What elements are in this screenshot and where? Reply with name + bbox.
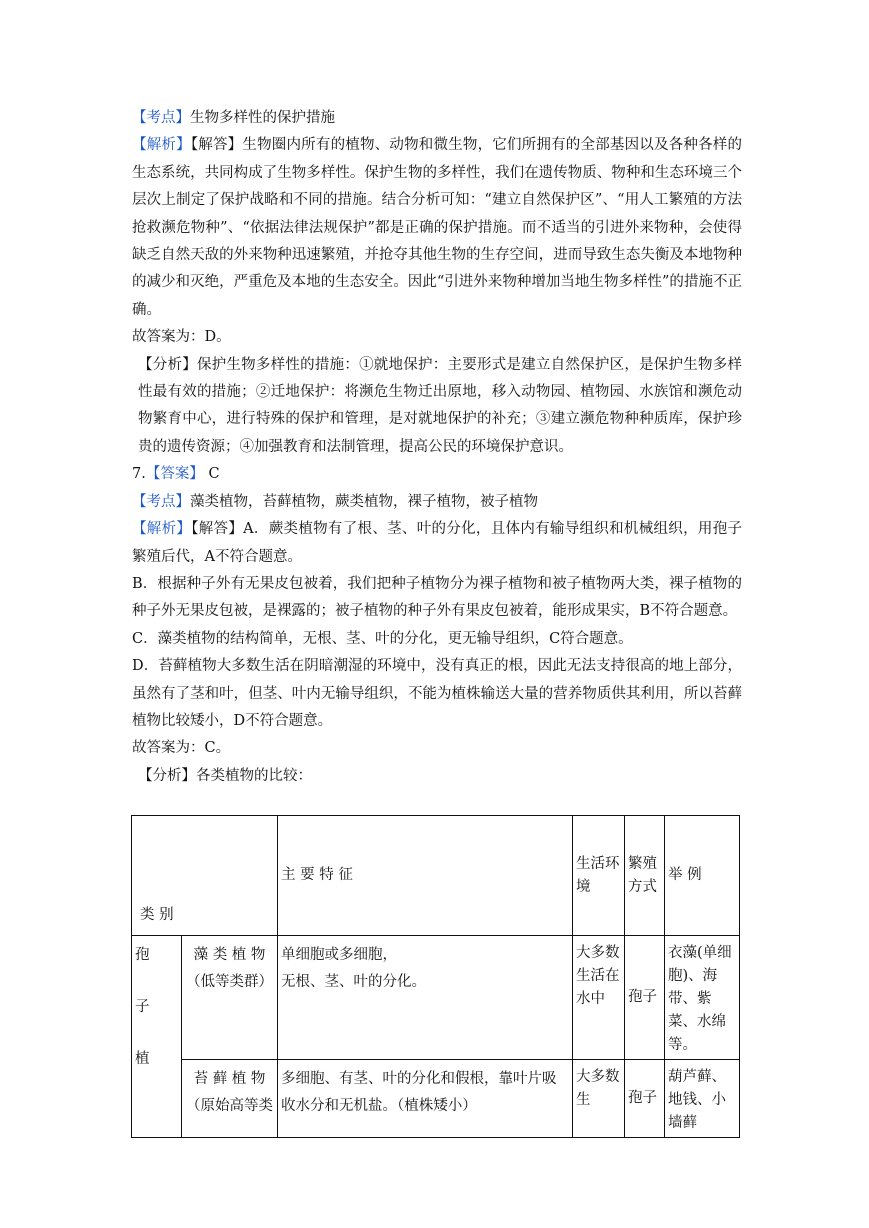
q7-option-b: B．根据种子外有无果皮包被着，我们把种子植物分为裸子植物和被子植物两大类，裸子植物的种子外无果皮包被，是裸露的；被子植物的种子外有果皮包被着，能形成果实，B不符合题意。 <box>132 575 742 620</box>
table-row <box>132 936 740 1060</box>
q6-fenxi-text: 保护生物多样性的措施：①就地保护：主要形式是建立自然保护区，是保护生物多样性最有效的措施；②迁地保护：将濒危生物迁出原地，移入动物园、植物园、水族馆和濒危动物繁育中心，进行特殊的保护和管理，是对就地保护的补充；③建立濒危物种种质库，保护珍贵的遗传资源；④加强教育和法制管理，提高公民的环境保护意识。 <box>138 356 742 455</box>
jieda-tag: 【解答】 <box>191 521 244 538</box>
header-habitat: 生活环境 <box>573 816 625 936</box>
row-examples: 衣藻(单细胞)、海带、紫菜、水绵等。 <box>665 936 740 1060</box>
header-reproduction: 繁殖方式 <box>625 816 665 936</box>
q7-option-c: C．藻类植物的结构简单，无根、茎、叶的分化，更无输导组织，C符合题意。 <box>132 630 633 647</box>
q7-fenxi <box>132 763 742 790</box>
q7-number: 7. <box>132 466 146 483</box>
q7-answer-line: 故答案为：C。 <box>132 740 231 757</box>
q6-jiexi <box>132 132 742 324</box>
plant-comparison-table <box>131 815 740 1138</box>
row-habitat: 大多数生活在水中 <box>573 936 625 1060</box>
table-row <box>132 1060 740 1138</box>
q7-answer <box>132 461 742 488</box>
q7-jiexi <box>132 516 742 571</box>
row-reproduction: 孢子 <box>625 936 665 1060</box>
fenxi-tag: 【分析】 <box>138 767 196 784</box>
jiexi-tag: 【解析】 <box>132 137 191 154</box>
header-examples: 举 例 <box>665 816 740 936</box>
q6-jiexi-text: 生物圈内所有的植物、动物和微生物，它们所拥有的全部基因以及各种各样的生态系统，共同构成了生物多样性。保护生物的多样性，我们在遗传物质、物种和生态环境三个层次上制定了保护战略和不同的措施。结合分析可知：“建立自然保护区”、“用人工繁殖的方法抢救濒危物种”、“依据法律法规保护”都是正确的保护措施。而不适当的引进外来物种，会使得缺乏自然天敌的外来物种迅速繁殖，并抢夺其他生物的生存空间，进而导致生态失衡及本地物种的减少和灭绝，严重危及本地的生态安全。因此“引进外来物种增加当地生物多样性”的措施不正确。 <box>132 137 743 318</box>
header-category: 类 别 <box>132 816 278 936</box>
q7-kaodian-text: 藻类植物，苔藓植物，蕨类植物，裸子植物，被子植物 <box>190 493 538 510</box>
jieda-tag: 【解答】 <box>190 137 243 154</box>
row-name: 苔 藓 植 物 （原始高等类 <box>182 1060 278 1138</box>
q6-kaodian-text: 生物多样性的保护措施 <box>190 110 335 126</box>
row-examples: 葫芦藓、地钱、小墙藓 <box>665 1060 740 1138</box>
row-features: 多细胞、有茎、叶的分化和假根，靠叶片吸收水分和无机盐。（植株矮小） <box>278 1060 573 1138</box>
daan-tag: 【答案】 <box>145 466 204 483</box>
table-header-row <box>132 816 740 936</box>
q7-fenxi-text: 各类植物的比较： <box>196 767 312 784</box>
row-reproduction: 孢子 <box>625 1060 665 1138</box>
q7-kaodian <box>132 489 742 516</box>
header-features: 主 要 特 征 <box>278 816 573 936</box>
q6-kaodian <box>132 105 742 132</box>
row-features: 单细胞或多细胞， 无根、茎、叶的分化。 <box>278 936 573 1060</box>
kaodian-tag: 【考点】 <box>132 493 190 510</box>
fenxi-tag: 【分析】 <box>138 356 197 373</box>
q6-fenxi <box>132 352 742 462</box>
q7-option-a: A．蕨类植物有了根、茎、叶的分化，且体内有输导组织和机械组织，用孢子繁殖后代，A不符合题意。 <box>132 521 743 565</box>
row-habitat: 大多数生 <box>573 1060 625 1138</box>
jiexi-tag: 【解析】 <box>132 521 192 538</box>
kaodian-tag: 【考点】 <box>132 110 190 126</box>
group-spore-plants: 孢 子 植 <box>132 936 182 1138</box>
q7-option-d: D．苔藓植物大多数生活在阴暗潮湿的环境中，没有真正的根，因此无法支持很高的地上部分，虽然有了茎和叶，但茎、叶内无输导组织，不能为植株输送大量的营养物质供其利用，所以苔藓植物比较矮小，D不符合题意。 <box>132 658 742 729</box>
row-name: 藻 类 植 物 （低等类群） <box>182 936 278 1060</box>
q7-answer-value: C <box>203 466 220 483</box>
answer-explanation <box>132 105 742 790</box>
q6-answer-line: 故答案为：D。 <box>132 329 231 346</box>
